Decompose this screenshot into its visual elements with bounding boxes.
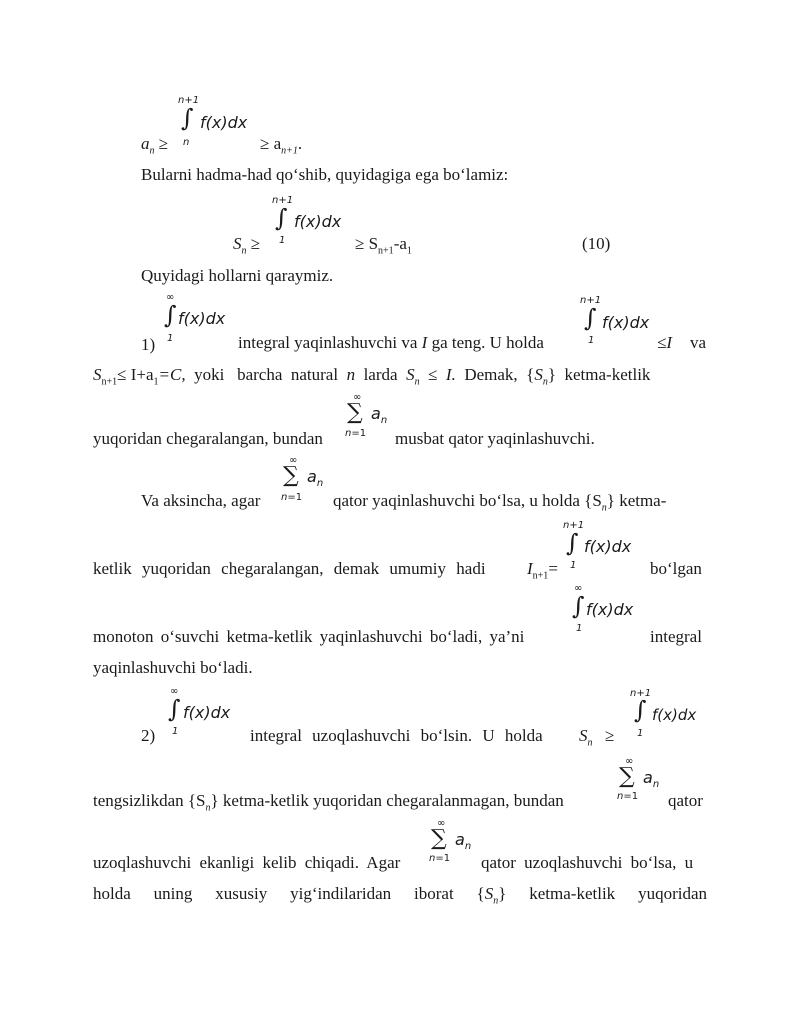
line-8-left: Va aksincha, agar bbox=[141, 491, 261, 510]
integral-lower-limit: 1 bbox=[570, 560, 577, 571]
line-3-left: $S_n$ ≥ bbox=[233, 234, 261, 257]
integral-sign: ∫ bbox=[164, 301, 177, 329]
integral-sign: ∫ bbox=[584, 304, 597, 332]
sum-upper-limit: ∞ bbox=[437, 818, 446, 829]
integrand: f(x)dx bbox=[602, 313, 650, 332]
integrand: f(x)dx bbox=[178, 309, 226, 328]
line-13-right: qator bbox=[668, 791, 703, 810]
integrand: f(x)dx bbox=[584, 537, 632, 556]
integrand: f(x)dx bbox=[200, 113, 248, 132]
line-12-S: $S_n$ bbox=[579, 726, 593, 749]
line-12-num: 2) bbox=[141, 726, 156, 745]
sum-sign: ∑ bbox=[619, 764, 635, 789]
line-10-right: integral bbox=[650, 627, 702, 646]
integral-sign: ∫ bbox=[572, 592, 585, 620]
line-1-right: ≥ $a_{n+1}$. bbox=[260, 134, 303, 157]
line-6-text: $S_{n+1}\le I+a_1=C$, yoki barcha natural n larda $S_n \le I$. Demak, $\{S_n\}$ ketma-ketlik bbox=[93, 365, 651, 388]
line-12-ge: ≥ bbox=[605, 726, 615, 745]
line-14-left: uzoqlashuvchi ekanligi kelib chiqadi. Agar bbox=[93, 853, 401, 872]
line-14-right: qator uzoqlashuvchi bo‘lsa, u bbox=[481, 853, 694, 872]
line-5-le: ≤I bbox=[657, 333, 672, 352]
integral-lower-limit: 1 bbox=[172, 726, 179, 737]
integral-lower-limit: n bbox=[183, 137, 190, 148]
sum-lower-limit: n=1 bbox=[429, 853, 451, 864]
sum-lower-limit: n=1 bbox=[345, 428, 367, 439]
integral-upper-limit: ∞ bbox=[574, 583, 583, 594]
integral-sign: ∫ bbox=[275, 204, 288, 232]
integrand: f(x)dx bbox=[294, 212, 342, 231]
line-9-left: ketlik yuqoridan chegaralangan, demak umumiy hadi bbox=[93, 559, 486, 578]
integral-upper-limit: ∞ bbox=[170, 686, 179, 697]
integral-lower-limit: 1 bbox=[279, 235, 286, 246]
integral-upper-limit: n+1 bbox=[272, 195, 294, 206]
integral-lower-limit: 1 bbox=[637, 728, 644, 739]
sum-term: $a_n$ bbox=[307, 467, 324, 490]
line-9-right: bo‘lgan bbox=[650, 559, 702, 578]
integrand: f(x)dx bbox=[183, 703, 231, 722]
sum-lower-limit: n=1 bbox=[617, 791, 639, 802]
line-13-left: tengsizlikdan $\{S_n\}$ ketma-ketlik yuqoridan chegaralanmagan, bundan bbox=[93, 791, 564, 814]
integral-sign: ∫ bbox=[181, 104, 194, 132]
integral-lower-limit: 1 bbox=[167, 333, 174, 344]
integrand: f(x)dx bbox=[586, 600, 634, 619]
line-5-mid: integral yaqinlashuvchi va I ga teng. U holda bbox=[238, 333, 544, 352]
integral-upper-limit: ∞ bbox=[166, 292, 175, 303]
integral-sign: ∫ bbox=[168, 695, 181, 723]
equation-number: (10) bbox=[582, 234, 611, 253]
line-3-right: ≥ $S_{n+1}-a_1$ bbox=[355, 234, 412, 257]
line-1-left: $a_n$ ≥ bbox=[141, 134, 169, 157]
integral-lower-limit: 1 bbox=[576, 623, 583, 634]
line-5-va: va bbox=[690, 333, 707, 352]
line-5-num: 1) bbox=[141, 335, 156, 354]
line-8-right: qator yaqinlashuvchi bo‘lsa, u holda $\{S_n\}$ ketma- bbox=[333, 491, 667, 514]
sum-sign: ∑ bbox=[283, 463, 299, 488]
integral-upper-limit: n+1 bbox=[580, 295, 602, 306]
sum-sign: ∑ bbox=[431, 826, 447, 851]
line-15-text: holda uning xususiy yig‘indilaridan iborat $\{S_n\}$ ketma-ketlik yuqoridan bbox=[93, 884, 707, 907]
line-4-text: Quyidagi hollarni qaraymiz. bbox=[141, 266, 334, 285]
line-2-text: Bularni hadma-had qo‘shib, quyidagiga ega bo‘lamiz: bbox=[141, 165, 509, 184]
line-7-right: musbat qator yaqinlashuvchi. bbox=[395, 429, 595, 448]
integral-sign: ∫ bbox=[634, 696, 647, 724]
integral-sign: ∫ bbox=[566, 529, 579, 557]
line-9-I: $I_{n+1}=$ bbox=[527, 559, 558, 582]
line-11-text: yaqinlashuvchi bo‘ladi. bbox=[93, 658, 253, 677]
sum-upper-limit: ∞ bbox=[289, 455, 298, 466]
sum-term: $a_n$ bbox=[371, 404, 388, 427]
integral-upper-limit: n+1 bbox=[563, 520, 585, 531]
integral-upper-limit: n+1 bbox=[178, 95, 200, 106]
integral-upper-limit: n+1 bbox=[630, 688, 652, 699]
sum-term: $a_n$ bbox=[643, 768, 660, 791]
sum-term: $a_n$ bbox=[455, 830, 472, 853]
line-7-left: yuqoridan chegaralangan, bundan bbox=[93, 429, 323, 448]
sum-sign: ∑ bbox=[347, 400, 363, 425]
integral-lower-limit: 1 bbox=[588, 335, 595, 346]
integrand: f(x)dx bbox=[652, 706, 697, 724]
sum-lower-limit: n=1 bbox=[281, 492, 303, 503]
line-12-mid: integral uzoqlashuvchi bo‘lsin. U holda bbox=[250, 726, 543, 745]
sum-upper-limit: ∞ bbox=[625, 756, 634, 767]
sum-upper-limit: ∞ bbox=[353, 392, 362, 403]
line-10-left: monoton o‘suvchi ketma-ketlik yaqinlashuvchi bo‘ladi, ya’ni bbox=[93, 627, 525, 646]
